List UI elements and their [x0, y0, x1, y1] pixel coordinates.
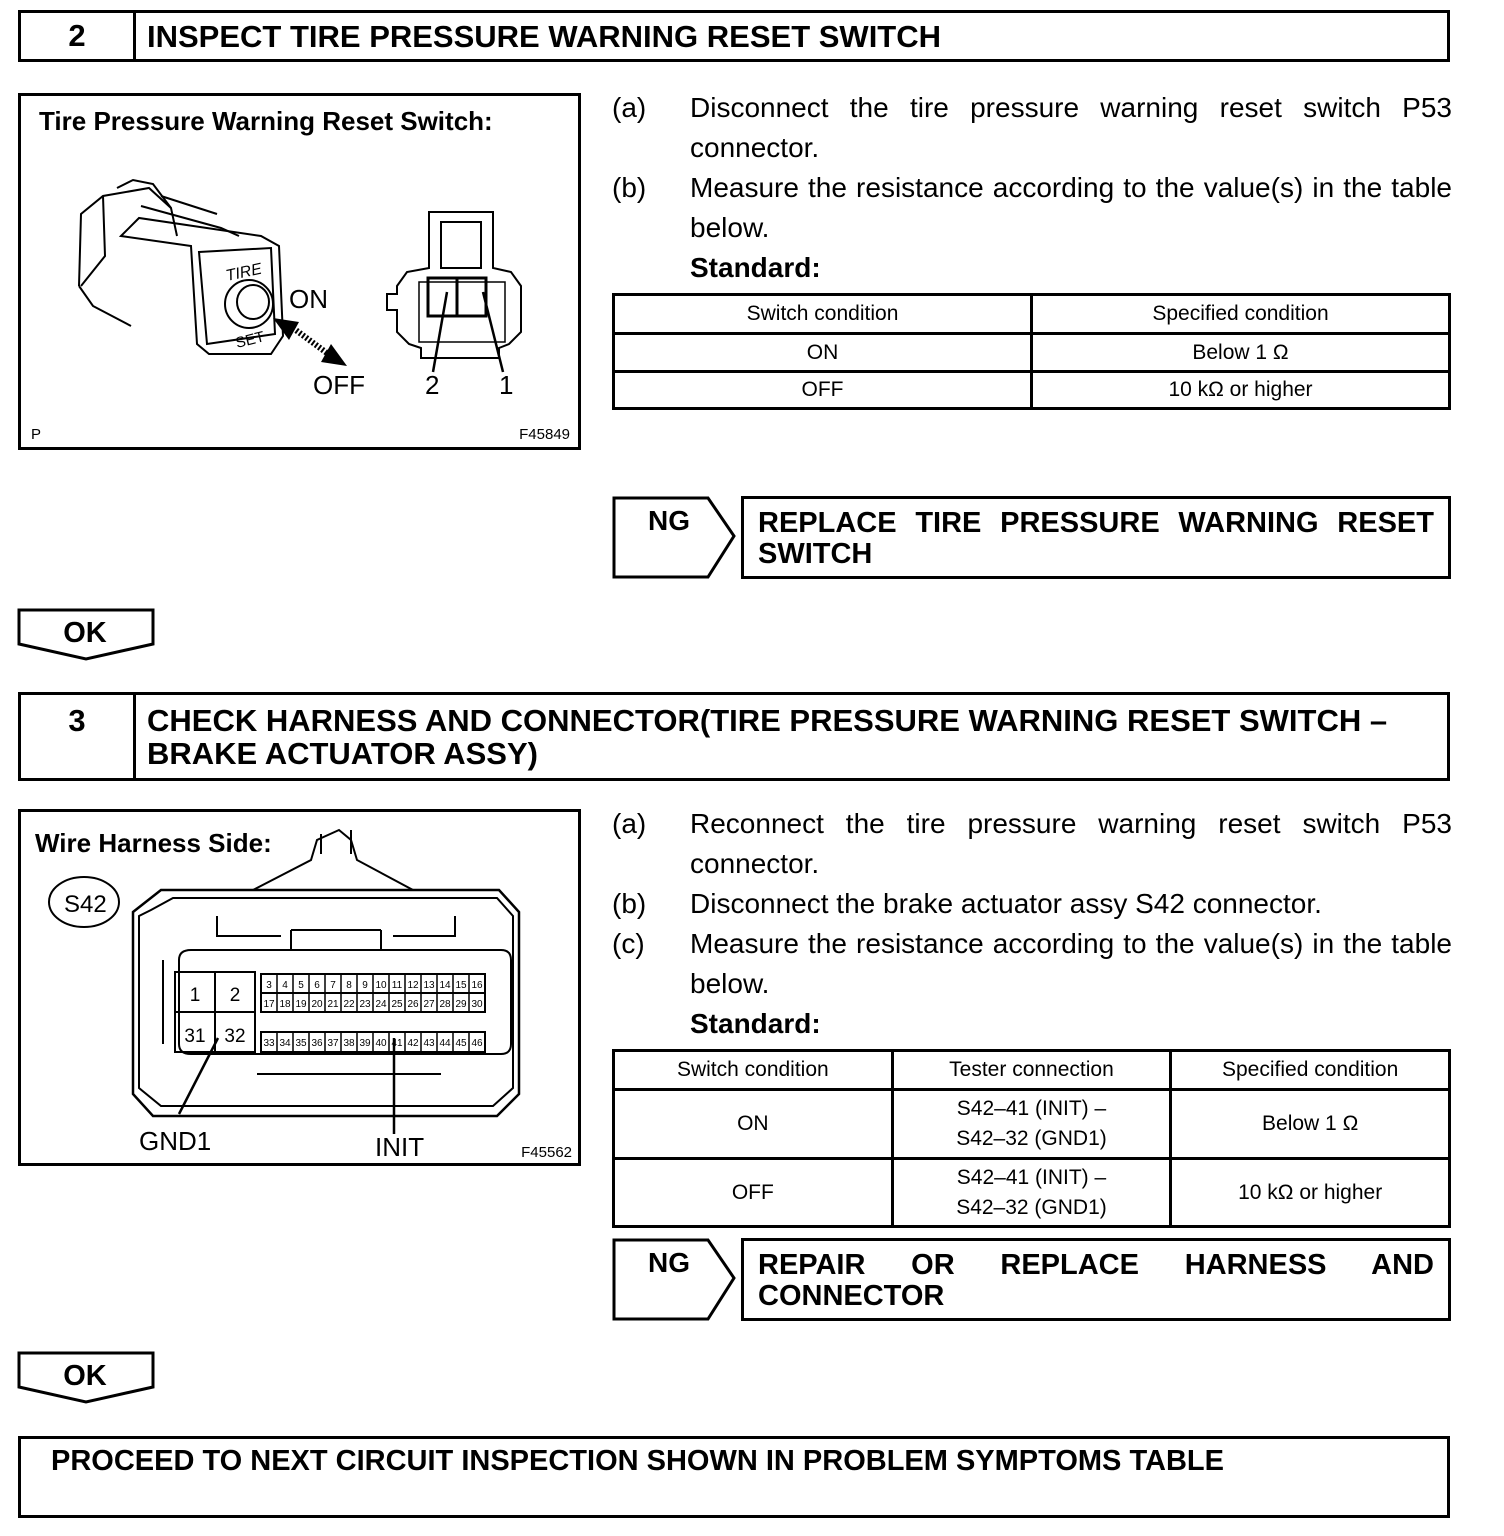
table-header: Switch condition	[614, 1051, 893, 1090]
pin-label: 29	[455, 999, 467, 1010]
tester-connection-line: S42–32 (GND1)	[956, 1195, 1107, 1219]
pin-label: 5	[298, 980, 304, 991]
ng-label: NG	[648, 505, 690, 536]
pin-label: 35	[295, 1038, 307, 1049]
instruction-mark: (b)	[612, 888, 647, 919]
pin-label: 18	[279, 999, 291, 1010]
table-cell: OFF	[614, 372, 1032, 409]
instruction-a	[612, 804, 1452, 884]
pin-label: 20	[311, 999, 323, 1010]
pin-label: 24	[375, 999, 387, 1010]
pin-label: 34	[279, 1038, 291, 1049]
pin-1-label: 1	[499, 370, 514, 400]
figure-title: Wire Harness Side:	[35, 828, 272, 858]
pin-label: 4	[282, 980, 288, 991]
step-title: CHECK HARNESS AND CONNECTOR(TIRE PRESSURE WARNING RESET SWITCH – BRAKE ACTUATOR ASSY)	[147, 703, 1388, 771]
step-3-header	[18, 692, 1450, 781]
instruction-text: Measure the resistance according to the value(s) in the table below.	[690, 928, 1452, 999]
table-row	[614, 1090, 1450, 1159]
ng-label: NG	[648, 1247, 690, 1278]
tester-connection-line: S42–32 (GND1)	[956, 1127, 1107, 1150]
instruction-text: Measure the resistance according to the value(s) in the table below.	[690, 172, 1452, 243]
instruction-b	[612, 884, 1452, 924]
step-2-instructions	[612, 88, 1452, 288]
table-cell: 10 kΩ or higher	[1032, 372, 1450, 409]
instruction-mark: (c)	[612, 928, 645, 959]
init-label: INIT	[375, 1132, 425, 1162]
instruction-text: Disconnect the brake actuator assy S42 connector.	[690, 888, 1322, 919]
pin-label: 32	[224, 1026, 246, 1047]
instruction-a	[612, 88, 1452, 168]
pin-label: 16	[471, 980, 483, 991]
step-title: INSPECT TIRE PRESSURE WARNING RESET SWITCH	[147, 19, 942, 54]
pin-label: 17	[263, 999, 275, 1010]
pin-label: 30	[471, 999, 483, 1010]
pin-label: 28	[439, 999, 451, 1010]
table-cell: 10 kΩ or higher	[1171, 1159, 1450, 1227]
pin-label: 19	[295, 999, 307, 1010]
pin-label: 12	[407, 980, 419, 991]
connector-id: S42	[64, 891, 107, 918]
table-header: Specified condition	[1032, 295, 1450, 334]
pin-label: 7	[330, 980, 336, 991]
instruction-b	[612, 168, 1452, 248]
reset-switch-illustration	[21, 96, 578, 447]
pin-label: 43	[423, 1038, 435, 1049]
step-2-header	[18, 10, 1450, 62]
table-row	[614, 1159, 1450, 1227]
pin-label: 13	[423, 980, 435, 991]
pin-label: 31	[184, 1026, 206, 1047]
switch-set-text: SET	[233, 328, 267, 352]
corner-mark: P	[31, 426, 42, 443]
pin-label: 36	[311, 1038, 323, 1049]
pin-label: 26	[407, 999, 419, 1010]
connector-s42-illustration	[21, 812, 578, 1163]
gnd1-label: GND1	[139, 1126, 212, 1156]
table-row	[614, 334, 1450, 372]
step-3-instructions	[612, 804, 1452, 1044]
standard-label: Standard:	[690, 252, 821, 283]
ng-action-box: REPAIR OR REPLACE HARNESS AND CONNECTOR	[741, 1238, 1451, 1321]
pin-label: 27	[423, 999, 435, 1010]
on-label: ON	[289, 284, 328, 314]
pin-label: 6	[314, 980, 320, 991]
table-cell: Below 1 Ω	[1032, 334, 1450, 372]
figure-title: Tire Pressure Warning Reset Switch:	[39, 106, 493, 136]
instruction-mark: (b)	[612, 172, 647, 203]
step-number: 2	[21, 13, 136, 59]
instruction-mark: (a)	[612, 808, 647, 839]
pin-label: 23	[359, 999, 371, 1010]
pin-label: 37	[327, 1038, 339, 1049]
off-label: OFF	[313, 370, 365, 400]
pin-label: 10	[375, 980, 387, 991]
pin-label: 39	[359, 1038, 371, 1049]
pin-label: 41	[391, 1038, 403, 1049]
pin-label: 38	[343, 1038, 355, 1049]
pin-label: 25	[391, 999, 403, 1010]
instruction-text: Disconnect the tire pressure warning reset switch P53 connector.	[690, 92, 1452, 163]
figure-code: F45562	[521, 1144, 572, 1161]
pin-label: 46	[471, 1038, 483, 1049]
instruction-mark: (a)	[612, 92, 647, 123]
figure-code: F45849	[519, 426, 570, 443]
table-cell: ON	[614, 1090, 893, 1159]
ok-label: OK	[63, 1360, 107, 1392]
pin-label: 8	[346, 980, 352, 991]
standard-label: Standard:	[690, 1008, 821, 1039]
pin-label: 42	[407, 1038, 419, 1049]
table-header: Specified condition	[1171, 1051, 1450, 1090]
pin-label: 44	[439, 1038, 451, 1049]
table-cell	[892, 1159, 1171, 1227]
table-cell: Below 1 Ω	[1171, 1090, 1450, 1159]
wire-harness-figure	[18, 809, 581, 1166]
pin-label: 2	[229, 985, 241, 1006]
pin-label: 9	[362, 980, 368, 991]
pin-label: 22	[343, 999, 355, 1010]
table-header: Tester connection	[892, 1051, 1171, 1090]
pin-label: 1	[189, 985, 201, 1006]
ng-action-box: REPLACE TIRE PRESSURE WARNING RESET SWITCH	[741, 496, 1451, 579]
pin-label: 33	[263, 1038, 275, 1049]
pin-label: 45	[455, 1038, 467, 1049]
pin-label: 15	[455, 980, 467, 991]
table-cell: ON	[614, 334, 1032, 372]
step-number: 3	[21, 695, 136, 778]
step-3-spec-table	[612, 1049, 1451, 1228]
tester-connection-line: S42–41 (INIT) –	[956, 1165, 1107, 1189]
table-cell: OFF	[614, 1159, 893, 1227]
table-row	[614, 372, 1450, 409]
table-cell	[892, 1090, 1171, 1159]
pin-label: 11	[391, 980, 403, 991]
table-header: Switch condition	[614, 295, 1032, 334]
tester-connection-line: S42–41 (INIT) –	[956, 1097, 1107, 1120]
final-instruction-box: PROCEED TO NEXT CIRCUIT INSPECTION SHOWN IN PROBLEM SYMPTOMS TABLE	[18, 1436, 1450, 1518]
ok-label: OK	[63, 617, 107, 649]
pin-2-label: 2	[425, 370, 440, 400]
pin-label: 21	[327, 999, 339, 1010]
pin-label: 3	[266, 980, 272, 991]
reset-switch-figure	[18, 93, 581, 450]
instruction-c	[612, 924, 1452, 1004]
pin-label: 40	[375, 1038, 387, 1049]
instruction-text: Reconnect the tire pressure warning reset switch P53 connector.	[690, 808, 1452, 879]
step-2-spec-table	[612, 293, 1451, 410]
pin-label: 14	[439, 980, 451, 991]
switch-tire-text: TIRE	[224, 260, 264, 285]
